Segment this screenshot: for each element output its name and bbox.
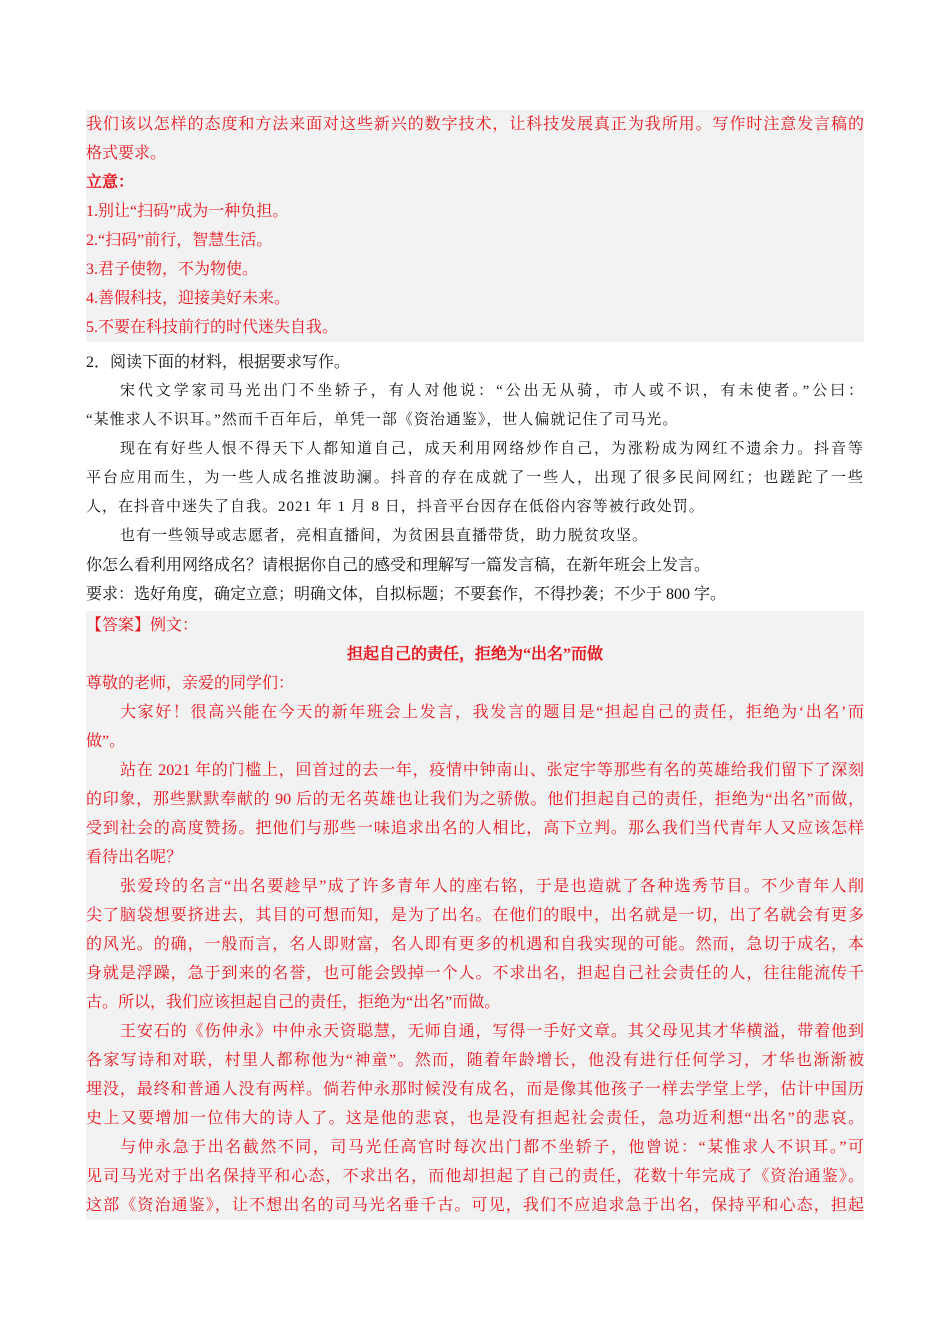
essay-line: 看待出名呢？: [86, 849, 183, 866]
question-block: [86, 348, 864, 609]
material-line: 也有一些领导或志愿者，亮相直播间，为贫困县直播带货，助力脱贫攻坚。: [120, 528, 649, 544]
intro-line: 我们该以怎样的态度和方法来面对这些新兴的数字技术，让科技发展真正为我所用。写作时注意发言稿的: [86, 116, 864, 133]
material-line: 人，在抖音中迷失了自我。2021 年 1 月 8 日，抖音平台因存在低俗内容等被行政处罚。: [86, 499, 705, 515]
theme-point: 4.善假科技，迎接美好未来。: [86, 290, 291, 307]
material-line: 现在有好些人恨不得天下人都知道自己，成天利用网络炒作自己，为涨粉成为网红不遗余力。抖音等: [120, 441, 864, 457]
intro-line: 格式要求。: [86, 145, 167, 162]
essay-line: 的风光。的确，一般而言，名人即财富，名人即有更多的机遇和自我实现的可能。然而，急切于成名，本: [86, 936, 864, 953]
essay-line: 这部《资治通鉴》，让不想出名的司马光名垂千古。可见，我们不应追求急于出名，保持平和心态，担起: [86, 1197, 864, 1214]
question-title: 2．阅读下面的材料，根据要求写作。: [86, 354, 351, 371]
material-line: “某惟求人不识耳。”然而千百年后，单凭一部《资治通鉴》，世人偏就记住了司马光。: [86, 412, 679, 428]
theme-point: 3.君子使物，不为物使。: [86, 261, 259, 278]
essay-line: 大家好！很高兴能在今天的新年班会上发言，我发言的题目是“担起自己的责任，拒绝为‘出名’而: [120, 704, 864, 721]
question-requirements: 要求：选好角度，确定立意；明确文体，自拟标题；不要套作，不得抄袭；不少于 800 字。: [86, 586, 727, 603]
essay-title: 担起自己的责任，拒绝为“出名”而做: [346, 646, 603, 663]
essay-line: 身就是浮躁，急于到来的名誉，也可能会毁掉一个人。不求出名，担起自己社会责任的人，往往能流传千: [86, 965, 864, 982]
essay-line: 张爱玲的名言“出名要趁早”成了许多青年人的座右铭，于是也造就了各种选秀节目。不少青年人削: [120, 878, 864, 895]
essay-line: 各家写诗和对联，村里人都称他为“神童”。然而，随着年龄增长，他没有进行任何学习，才华也渐渐被: [86, 1052, 864, 1069]
salutation: 尊敬的老师，亲爱的同学们：: [86, 675, 295, 692]
essay-line: 史上又要增加一位伟大的诗人了。这是他的悲哀，也是没有担起社会责任，急功近利想“出名”的悲哀。: [86, 1110, 864, 1127]
essay-line: 埋没，最终和普通人没有两样。倘若仲永那时候没有成名，而是像其他孩子一样去学堂上学，估计中国历: [86, 1081, 864, 1098]
document-page: [86, 110, 864, 1220]
essay-line: 王安石的《伤仲永》中仲永天资聪慧，无师自通，写得一手好文章。其父母见其才华横溢，带着他到: [120, 1023, 864, 1040]
material-line: 平台应用而生，为一些人成名推波助澜。抖音的存在成就了一些人，出现了很多民间网红；也蹉跎了一些: [86, 470, 864, 486]
essay-guidance-block: [86, 110, 864, 342]
answer-label: 【答案】例文：: [86, 617, 199, 634]
essay-line: 古。所以，我们应该担起自己的责任，拒绝为“出名”而做。: [86, 994, 501, 1011]
essay-line: 站在 2021 年的门槛上，回首过的去一年，疫情中钟南山、张定宇等那些有名的英雄给我们留下了深刻: [120, 762, 864, 779]
essay-line: 与仲永急于出名截然不同，司马光任高官时每次出门都不坐轿子，他曾说：“某惟求人不识耳。”可: [120, 1139, 864, 1156]
essay-line: 做”。: [86, 733, 126, 750]
question-prompt: 你怎么看利用网络成名？请根据你自己的感受和理解写一篇发言稿，在新年班会上发言。: [86, 557, 711, 574]
essay-line: 受到社会的高度赞扬。把他们与那些一味追求出名的人相比，高下立判。那么我们当代青年人又应该怎样: [86, 820, 864, 837]
theme-point: 2.“扫码”前行，智慧生活。: [86, 232, 273, 249]
essay-line: 见司马光对于出名保持平和心态，不求出名，而他却担起了自己的责任，花数十年完成了《资治通鉴》。: [86, 1168, 864, 1185]
answer-block: [86, 611, 864, 1220]
material-line: 宋代文学家司马光出门不坐轿子，有人对他说：“公出无从骑，市人或不识，有未使者。”公曰：: [120, 383, 864, 399]
theme-heading: 立意：: [86, 174, 135, 191]
essay-line: 尖了脑袋想要挤进去，其目的可想而知，是为了出名。在他们的眼中，出名就是一切，出了名就会有更多: [86, 907, 864, 924]
essay-line: 的印象，那些默默奉献的 90 后的无名英雄也让我们为之骄傲。他们担起自己的责任，拒绝为“出名”而做，: [86, 791, 864, 808]
theme-point: 1.别让“扫码”成为一种负担。: [86, 203, 289, 220]
theme-point: 5.不要在科技前行的时代迷失自我。: [86, 319, 339, 336]
